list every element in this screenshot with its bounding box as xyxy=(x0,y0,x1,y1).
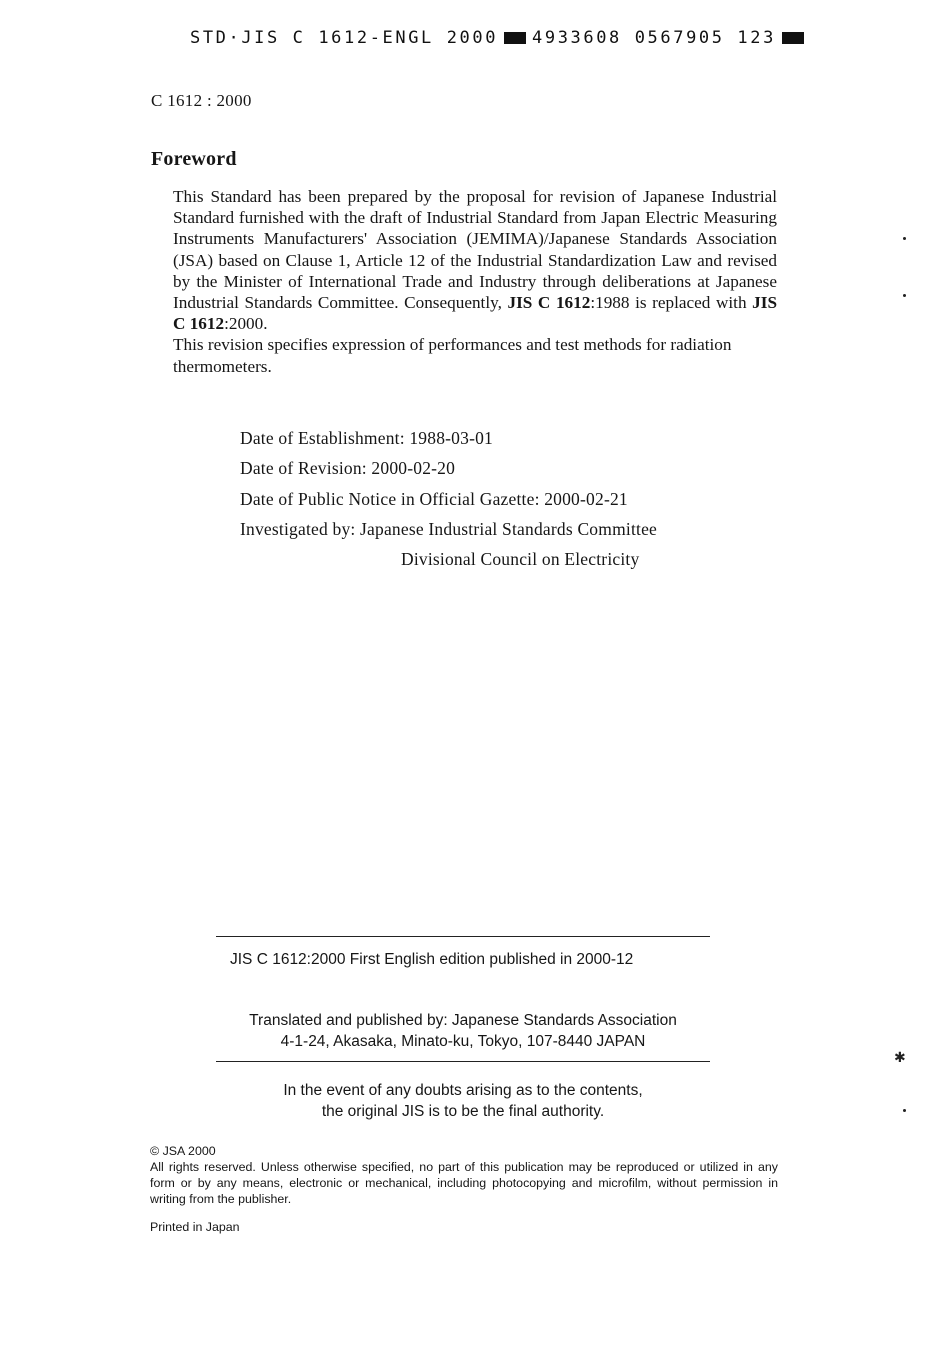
new-standard-code: JIS C 1612 xyxy=(173,293,777,334)
publisher-block xyxy=(216,1011,710,1052)
divider-top xyxy=(216,936,710,937)
printed-in: Printed in Japan xyxy=(150,1220,240,1234)
foreword-text: :2000. xyxy=(224,314,268,334)
authority-line-2: the original JIS is to be the final authority. xyxy=(321,1102,605,1120)
header-standard-code: STD·JIS C 1612-ENGL 2000 xyxy=(190,28,499,48)
document-id: C 1612 : 2000 xyxy=(151,91,252,110)
publisher-address: 4-1-24, Akasaka, Minato-ku, Tokyo, 107-8440 JAPAN xyxy=(280,1032,646,1050)
rights-reserved-text: All rights reserved. Unless otherwise specified, no part of this publication may be reproduced or utilized in any form or by any means, electronic or mechanical, including photocopying and microfilm, without permission in writing from the publisher. xyxy=(150,1160,778,1206)
date-of-establishment: Date of Establishment: 1988-03-01 xyxy=(240,428,494,448)
copyright-line: © JSA 2000 xyxy=(150,1144,216,1158)
foreword-text: :1988 is replaced with xyxy=(590,293,753,313)
foreword-body xyxy=(173,186,777,377)
date-of-public-notice: Date of Public Notice in Official Gazette: 2000-02-21 xyxy=(240,488,628,509)
date-block xyxy=(240,428,657,579)
black-block-marker xyxy=(504,32,526,44)
scan-speck xyxy=(903,237,906,240)
foreword-paragraph-2: This revision specifies expression of performances and test methods for radiation thermometers. xyxy=(173,335,732,376)
scan-header-line xyxy=(190,28,810,48)
translated-by: Translated and published by: Japanese Standards Association xyxy=(249,1012,677,1029)
black-block-marker xyxy=(782,32,804,44)
header-serial-number: 4933608 0567905 123 xyxy=(532,28,776,48)
foreword-text: This Standard has been prepared by the proposal for revision of Japanese Industrial Standard furnished with the draft of Industrial Standard from Japan Electric Measuring Instruments Manufacturers' Association (JEMIMA)/Japanese Standards Association (JSA) based on Clause 1, Article 12 of the Industrial Standardization Law and revised by the Minister of International Trade and Industry through deliberations at Japanese Industrial Standards Committee. Consequently, xyxy=(173,187,777,313)
scan-speck xyxy=(903,1109,906,1112)
edition-line: JIS C 1612:2000 First English edition published in 2000-12 xyxy=(230,951,634,968)
scan-artifact-mark-icon: ✱ xyxy=(894,1050,906,1066)
divisional-council: Divisional Council on Electricity xyxy=(401,549,640,570)
date-of-revision: Date of Revision: 2000-02-20 xyxy=(240,458,456,479)
investigated-by: Investigated by: Japanese Industrial Standards Committee xyxy=(240,518,658,539)
divider-bottom xyxy=(216,1061,710,1062)
copyright-block xyxy=(150,1143,778,1207)
authority-note xyxy=(216,1081,710,1122)
foreword-paragraph-1 xyxy=(173,186,777,334)
authority-line-1: In the event of any doubts arising as to the contents, xyxy=(283,1082,643,1099)
foreword-title: Foreword xyxy=(151,148,237,170)
old-standard-code: JIS C 1612 xyxy=(507,293,591,313)
scan-speck xyxy=(903,294,906,297)
